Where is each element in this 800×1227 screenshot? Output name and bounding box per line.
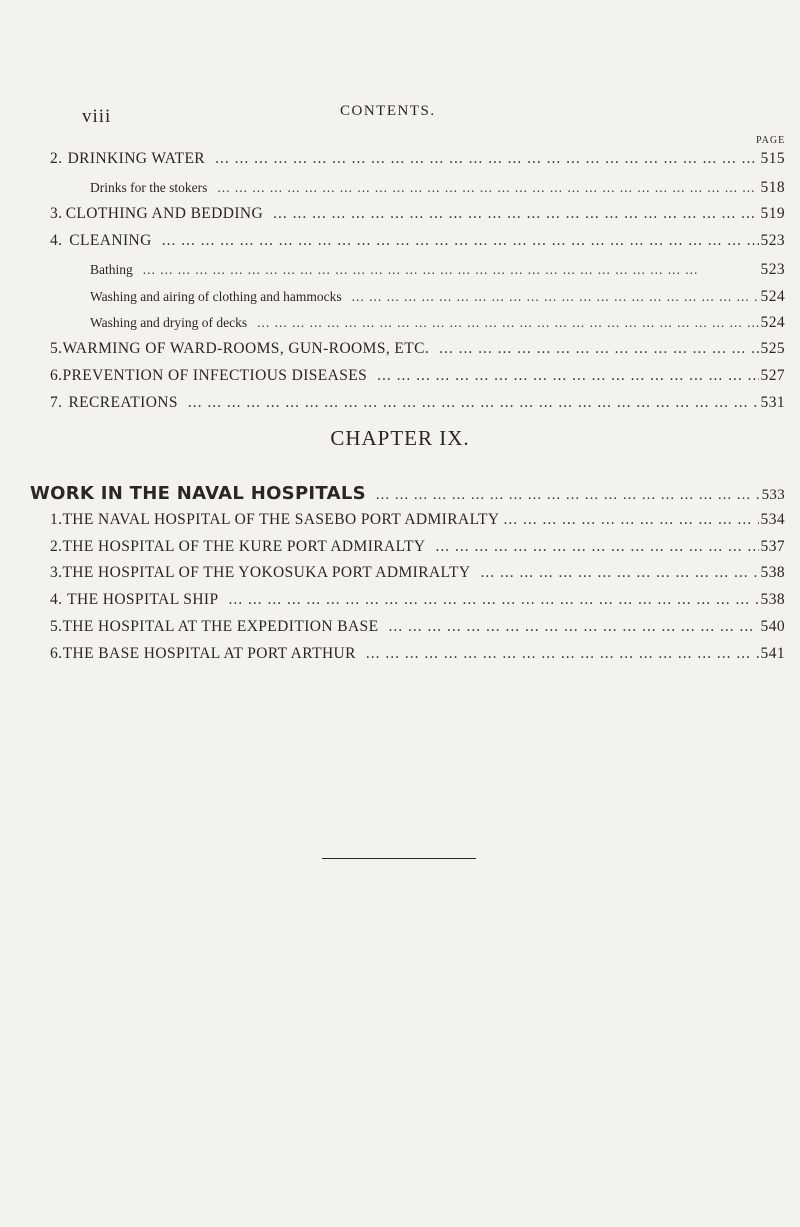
entry-number: 4. [50, 232, 63, 249]
entry-number: 6. [50, 645, 63, 662]
entry-number: 7. [50, 394, 63, 411]
toc-entry [50, 618, 785, 636]
entry-page: 540 [760, 618, 785, 635]
dot-leader [356, 645, 759, 663]
entry-title: Washing and airing of clothing and hammocks [90, 289, 342, 304]
entry-title: THE HOSPITAL OF THE KURE PORT ADMIRALTY [62, 538, 426, 555]
entry-page: 524 [760, 314, 785, 331]
entry-page: 527 [760, 367, 785, 384]
entry-title: THE HOSPITAL SHIP [67, 591, 219, 608]
entry-number: 3. [50, 564, 63, 581]
entry-title: CLOTHING AND BEDDING [65, 205, 264, 222]
chapter-title-entry [30, 483, 785, 504]
end-rule [322, 858, 476, 859]
entry-number: 3. [50, 205, 63, 222]
dot-leader [263, 205, 758, 223]
dot-leader [426, 538, 759, 556]
toc-entry [50, 538, 785, 556]
entry-title: Bathing [90, 262, 133, 277]
entry-title: RECREATIONS [68, 394, 178, 411]
toc-entry [50, 232, 785, 250]
entry-page: 537 [760, 538, 785, 555]
entry-title: PREVENTION OF INFECTIOUS DISEASES [62, 367, 368, 384]
dot-leader [152, 232, 759, 250]
entry-page: 523 [760, 261, 785, 278]
dot-leader [247, 315, 758, 331]
toc-subentry [90, 288, 785, 306]
entry-number: 5. [50, 340, 63, 357]
entry-title: Drinks for the stokers [90, 180, 208, 195]
dot-leader [366, 487, 760, 504]
entry-page: 541 [760, 645, 785, 662]
entry-number: 6. [50, 367, 63, 384]
dot-leader [178, 394, 759, 412]
dot-leader [500, 511, 759, 529]
entry-number: 5. [50, 618, 63, 635]
entry-page: 523 [760, 232, 785, 249]
dot-leader [207, 180, 758, 196]
dot-leader [429, 340, 758, 358]
toc-entry [50, 150, 785, 168]
dot-leader [470, 564, 758, 582]
toc-subentry [90, 179, 785, 197]
running-head: CONTENTS. [340, 103, 436, 119]
dot-leader [378, 618, 758, 636]
entry-page: 515 [760, 150, 785, 167]
toc-subentry [90, 314, 785, 332]
toc-entry [50, 340, 785, 358]
entry-title: DRINKING WATER [67, 150, 206, 167]
page-number: viii [82, 106, 112, 127]
toc-entry [50, 645, 785, 663]
entry-title: THE BASE HOSPITAL AT PORT ARTHUR [62, 645, 356, 662]
entry-page: 519 [760, 205, 785, 222]
entry-title: THE HOSPITAL OF THE YOKOSUKA PORT ADMIRALTY [62, 564, 471, 581]
entry-title: CLEANING [69, 232, 152, 249]
dot-leader [219, 591, 759, 609]
entry-title: Washing and drying of decks [90, 315, 248, 330]
entry-number: 2. [50, 538, 63, 555]
entry-page: 533 [761, 487, 785, 503]
entry-page: 524 [760, 288, 785, 305]
toc-subentry [90, 261, 785, 279]
toc-entry [50, 591, 785, 609]
entry-number: 2. [50, 150, 63, 167]
dot-leader [205, 150, 758, 168]
dot-leader [133, 262, 759, 278]
entry-page: 534 [760, 511, 785, 528]
entry-title: THE NAVAL HOSPITAL OF THE SASEBO PORT ADMIRALTY [62, 511, 500, 528]
entry-page: 525 [760, 340, 785, 357]
page-column-label: PAGE [756, 135, 786, 146]
toc-entry [50, 511, 785, 529]
chapter-heading: CHAPTER IX. [330, 426, 470, 450]
chapter-title: WORK IN THE NAVAL HOSPITALS [30, 483, 366, 504]
dot-leader [367, 367, 758, 385]
entry-page: 518 [760, 179, 785, 196]
entry-page: 531 [760, 394, 785, 411]
entry-title: WARMING OF WARD-ROOMS, GUN-ROOMS, ETC. [62, 340, 430, 357]
entry-page: 538 [760, 591, 785, 608]
toc-entry [50, 205, 785, 223]
toc-entry [50, 367, 785, 385]
entry-page: 538 [760, 564, 785, 581]
entry-number: 1. [50, 511, 63, 528]
entry-number: 4. [50, 591, 63, 608]
toc-entry [50, 564, 785, 582]
toc-entry [50, 394, 785, 412]
entry-title: THE HOSPITAL AT THE EXPEDITION BASE [62, 618, 379, 635]
dot-leader [342, 289, 759, 305]
